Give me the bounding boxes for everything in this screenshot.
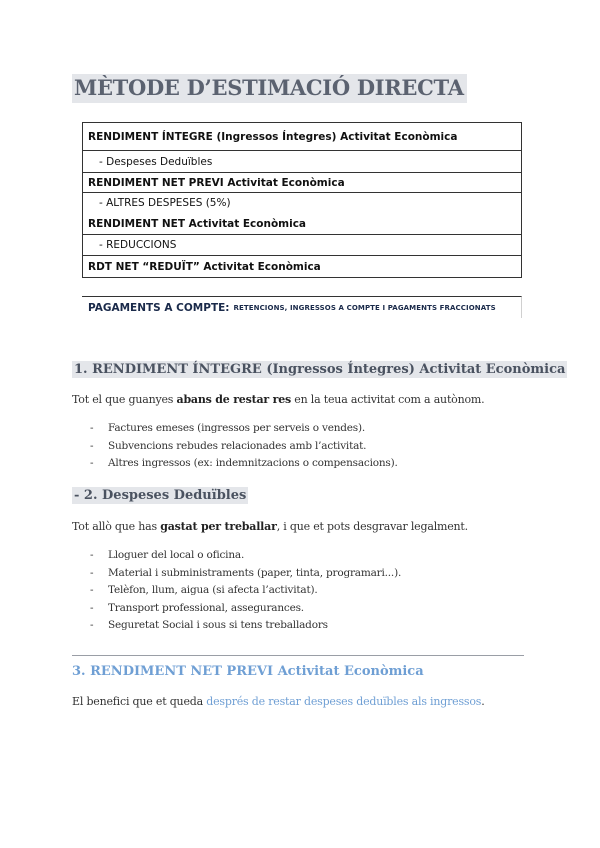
list-item: - Lloguer del local o oficina. [90,549,245,561]
page-title: MÈTODE D’ESTIMACIÓ DIRECTA [72,74,467,103]
payments-lead: PAGAMENTS A COMPTE: [88,301,230,314]
summary-row-rendiment-net-previ: RENDIMENT NET PREVI Activitat Econòmica [83,172,521,192]
list-item: - Material i subministraments (paper, tinta, programari...). [90,566,402,579]
horizontal-rule [72,655,524,656]
list-item: - Factures emeses (ingressos per serveis o vendes). [90,422,366,434]
summary-row-rendiment-net: RENDIMENT NET Activitat Econòmica [88,217,307,230]
list-item: - Seguretat Social i sous si tens treballadors [90,619,328,631]
section-3-heading: 3. RENDIMENT NET PREVI Activitat Econòmica [72,664,424,679]
list-item: - Altres ingressos (ex: indemnitzacions o compensacions). [90,457,398,469]
list-item: - Transport professional, assegurances. [90,601,304,614]
section-1-heading: 1. RENDIMENT ÍNTEGRE (Ingressos Íntegres) Activitat Econòmica [74,362,566,377]
section-2-heading: - 2. Despeses Deduïbles [74,488,247,503]
section-1-intro: Tot el que guanyes abans de restar res en la teua activitat com a autònom. [72,393,485,406]
section-2-list [90,547,401,635]
list-item: - Subvencions rebudes relacionades amb l’activitat. [90,439,367,452]
section-2-intro: Tot allò que has gastat per treballar, i que et pots desgravar legalment. [72,520,468,533]
summary-row-rdt-net-reduit: RDT NET “REDUÏT” Activitat Econòmica [83,255,521,277]
summary-row-reduccions: - REDUCCIONS [83,234,521,255]
summary-row-despeses-deduibles: - Despeses Deduïbles [83,150,521,172]
emphasis-link-text: després de restar despeses deduïbles als ingressos [206,695,482,708]
summary-row-rendiment-integre: RENDIMENT ÍNTEGRE (Ingressos Íntegres) Activitat Econòmica [88,130,458,143]
payments-detail: RETENCIONS, INGRESSOS A COMPTE I PAGAMENTS FRACCIONATS [233,303,496,312]
section-1-list [90,420,398,473]
summary-row-altres-despeses: - ALTRES DESPESES (5%) [83,192,521,213]
section-3-intro: El benefici que et queda després de restar despeses deduïbles als ingressos. [72,695,485,708]
payments-box [82,296,522,318]
summary-table [82,122,522,278]
list-item: - Telèfon, llum, aigua (si afecta l’activitat). [90,584,318,596]
